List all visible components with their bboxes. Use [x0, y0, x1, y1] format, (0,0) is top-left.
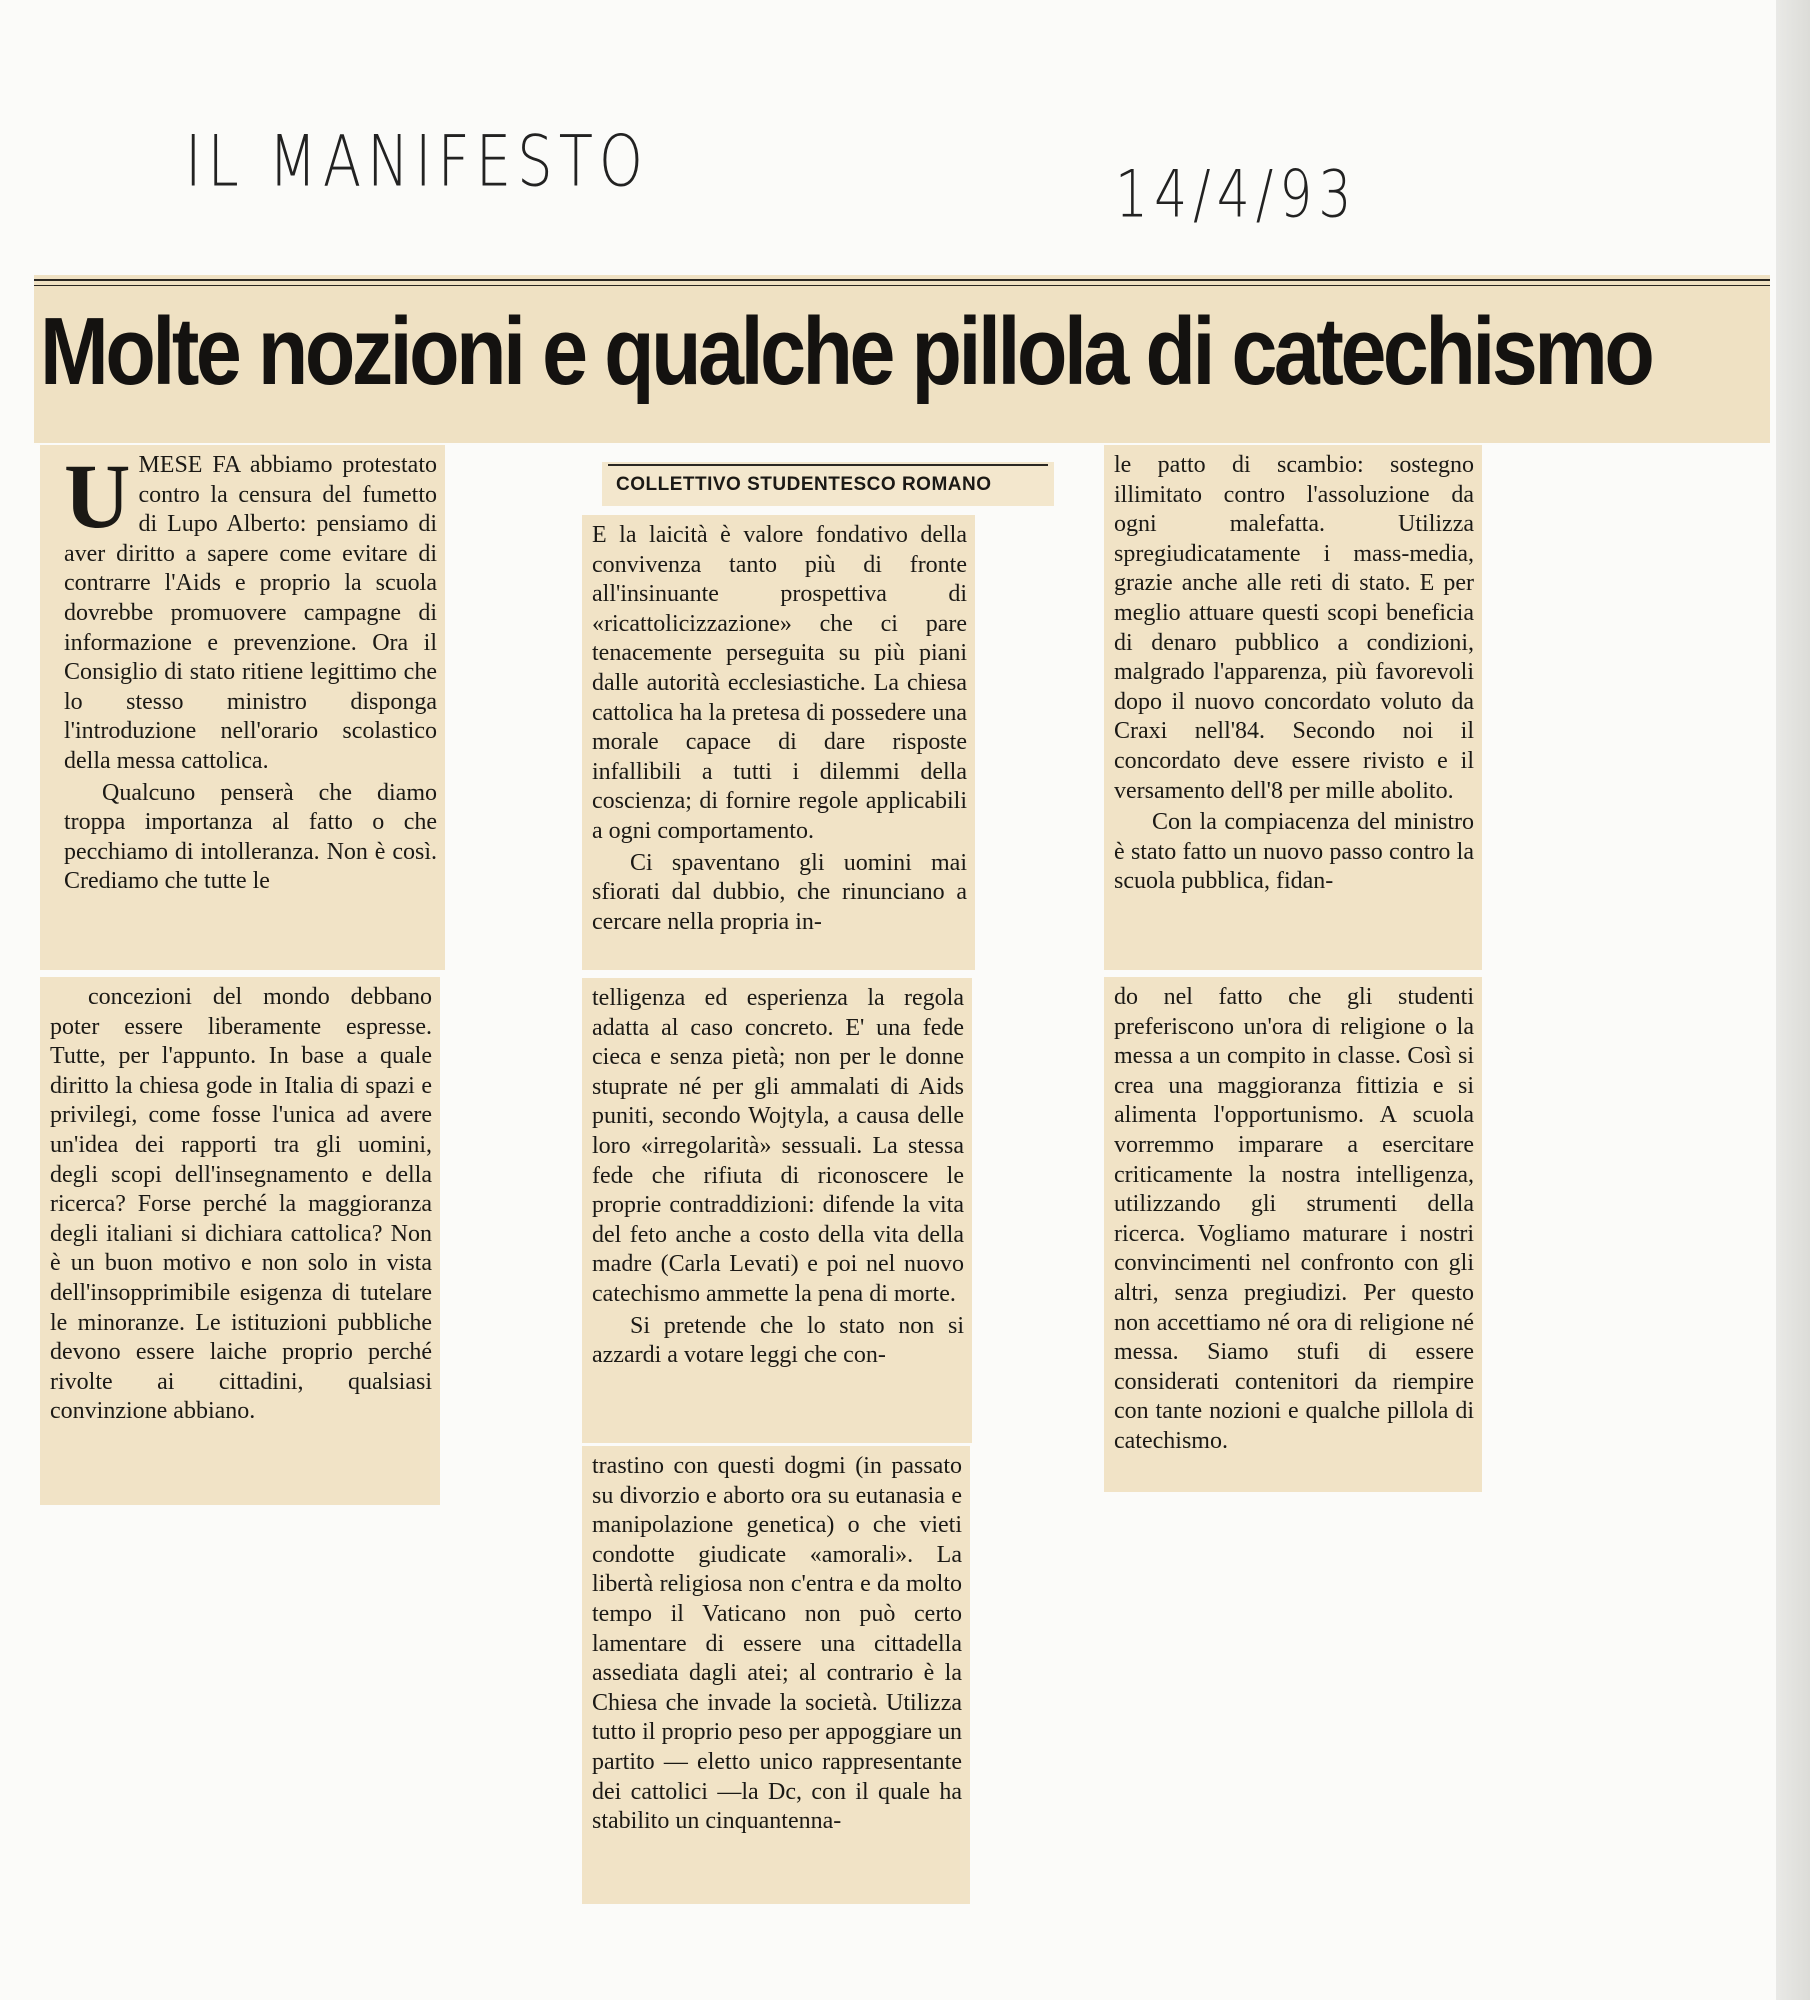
column-3-bottom [1104, 977, 1482, 1492]
paragraph: le patto di scambio: sostegno illimitato contro l'assoluzione da ogni malefatta. Utilizza spregiudicatamente i mass-media, grazie anche alle reti di stato. E per meglio attuare questi scopi beneficia di denaro pubblico a condizioni, malgrado l'apparenza, più favorevoli dopo il nuovo concordato voluto da Craxi nell'84. Secondo noi il concordato deve essere rivisto e il versamento dell'8 per mille abolito. [1114, 452, 1474, 804]
drop-cap: U [64, 445, 131, 547]
paragraph: trastino con questi dogmi (in passato su divorzio e aborto ora su eutanasia e manipolazione genetica) o che vieti condotte giudicate «amorali». La libertà religiosa non c'entra e da molto tempo il Vaticano non può certo lamentare di essere una cittadella assediata dagli atei; al contrario è la Chiesa che invade la società. Utilizza tutto il proprio peso per appoggiare un partito — eletto unico rappresentante dei cattolici —la Dc, con il quale ha stabilito un cinquantenna- [592, 1453, 962, 1835]
byline: COLLETTIVO STUDENTESCO ROMANO [616, 474, 992, 495]
paragraph: E la laicità è valore fondativo della convivenza tanto più di fronte all'insinuante prospettiva di «ricattolicizzazione» che ci pare tenacemente perseguita su più piani dalle autorità ecclesiastiche. La chiesa cattolica ha la pretesa di possedere una morale capace di dare risposte infallibili a tutti i dilemmi della coscienza; di fornire regole applicabili a ogni comportamento. [592, 522, 967, 844]
paragraph [64, 445, 437, 777]
paragraph: telligenza ed esperienza la regola adatta al caso concreto. E' una fede cieca e senza pietà; non per le donne stuprate né per gli ammalati di Aids puniti, secondo Wojtyla, a causa delle loro «irregolarità» sessuali. La stessa fede che rifiuta di riconoscere le proprie contraddizioni: difende la vita del feto anche a costo della vita della madre (Carla Levati) e poi nel nuovo catechismo ammette la pena di morte. [592, 985, 964, 1307]
column-2-middle [582, 978, 972, 1443]
column-2-bottom [582, 1446, 970, 1904]
paragraph-text: MESE FA abbiamo protestato contro la censura del fumetto di Lupo Alberto: pensiamo di aver diritto a sapere come evitare di contrarre l'Aids e proprio la scuola dovrebbe promuovere campagne di informazione e prevenzione. Ora il Consiglio di stato ritiene legittimo che lo stesso ministro disponga l'introduzione nell'orario scolastico della messa cattolica. [64, 452, 437, 774]
column-1-bottom [40, 977, 440, 1505]
headline: Molte nozioni e qualche pillola di catechismo [40, 298, 1652, 405]
paragraph: Ci spaventano gli uomini mai sfiorati dal dubbio, che rinunciano a cercare nella propria in- [592, 849, 967, 935]
paragraph: Si pretende che lo stato non si azzardi a votare leggi che con- [592, 1312, 964, 1369]
headline-rule [34, 279, 1770, 281]
headline-clipping [34, 275, 1770, 443]
paragraph: Qualcuno penserà che diamo troppa importanza al fatto o che pecchiamo di intolleranza. Non è così. Crediamo che tutte le [64, 779, 437, 895]
byline-clipping [602, 462, 1054, 506]
column-1-top [40, 445, 445, 970]
handwritten-date: 14/4/93 [1115, 157, 1358, 233]
byline-rule [608, 464, 1048, 466]
scan-edge [1776, 0, 1810, 2000]
headline-rule-thin [34, 285, 1770, 286]
paragraph: concezioni del mondo debbano poter essere liberamente espresse. Tutte, per l'appunto. In base a quale diritto la chiesa gode in Italia di spazi e privilegi, come fosse l'unica ad avere un'idea dei rapporti tra gli uomini, degli scopi dell'insegnamento e della ricerca? Forse perché la maggioranza degli italiani si dichiara cattolica? Non è un buon motivo e non solo in vista dell'insopprimibile esigenza di tutelare le minoranze. Le istituzioni pubbliche devono essere laiche proprio perché rivolte ai cittadini, qualsiasi convinzione abbiano. [50, 984, 432, 1425]
column-2-top [582, 515, 975, 970]
column-3-top [1104, 445, 1482, 970]
paragraph: do nel fatto che gli studenti preferiscono un'ora di religione o la messa a un compito in classe. Così si crea una maggioranza fittizia e si alimenta l'opportunismo. A scuola vorremmo imparare a esercitare criticamente la nostra intelligenza, utilizzando gli strumenti della ricerca. Vogliamo maturare i nostri convincimenti nel confronto con gli altri, senza pregiudizi. Per questo non accettiamo né ora di religione né messa. Siamo stufi di essere considerati contenitori da riempire con tante nozioni e qualche pillola di catechismo. [1114, 984, 1474, 1454]
paragraph: Con la compiacenza del ministro è stato fatto un nuovo passo contro la scuola pubblica, fidan- [1114, 809, 1474, 895]
handwritten-newspaper-name: IL MANIFESTO [185, 121, 649, 204]
